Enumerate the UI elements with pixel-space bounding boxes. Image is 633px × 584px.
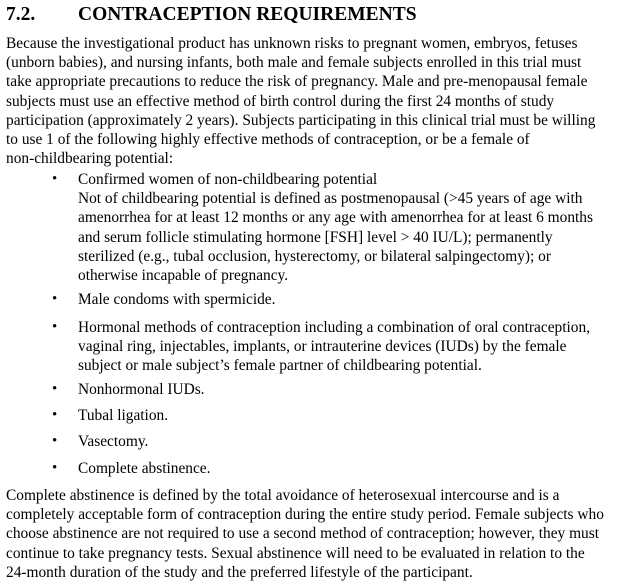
closing-line: Complete abstinence is defined by the total avoidance of heterosexual intercourse and is a [6,487,560,504]
closing-line: continue to take pregnancy tests. Sexual abstinence will need to be evaluated in relation to the [6,544,585,562]
list-item-line: Complete abstinence. [78,460,211,477]
list-item-text [78,290,275,309]
list-item-line: subject or male subject’s female partner of childbearing potential. [78,357,482,375]
list-item-text [78,318,590,376]
list-item-line: Not of childbearing potential is defined as postmenopausal (>45 years of age with [78,190,583,208]
closing-line: 24-month duration of the study and the preferred lifestyle of the participant. [6,563,473,581]
list-item-line: otherwise incapable of pregnancy. [78,267,289,285]
bullet-icon: • [52,319,58,335]
intro-line: participation (approximately 2 years). Subjects participating in this clinical trial must be willing [6,111,596,129]
list-item-text [78,170,593,285]
list-item-text [78,406,168,425]
list-item-line: and serum follicle stimulating hormone [FSH] level > 40 IU/L); permanently [78,228,553,246]
intro-paragraph [6,34,630,168]
section-title: CONTRACEPTION REQUIREMENTS [78,4,417,25]
list-item-text [78,459,211,478]
bullet-icon: • [52,381,58,397]
list-item-line: vaginal ring, injectables, implants, or intrauterine devices (IUDs) by the female [78,338,567,356]
list-item-line: amenorrhea for at least 12 months or any age with amenorrhea for at least 6 months [78,209,593,227]
list-item-text [78,432,148,451]
section-heading [6,3,417,27]
list-item-line: sterilized (e.g., tubal occlusion, hysterectomy, or bilateral salpingectomy); or [78,247,551,265]
list-item-line: Nonhormonal IUDs. [78,381,205,398]
bullet-icon: • [52,171,58,187]
intro-line: to use 1 of the following highly effective methods of contraception, or be a female of [6,131,530,149]
section-number: 7.2. [6,4,36,25]
bullet-icon: • [52,460,58,476]
bullet-icon: • [52,433,58,449]
closing-line: completely acceptable form of contraception during the entire study period. Female subjects who [6,506,604,524]
intro-line: Because the investigational product has unknown risks to pregnant women, embryos, fetuses [6,35,578,52]
intro-line: (unborn babies), and nursing infants, both male and female subjects enrolled in this trial must [6,54,582,72]
intro-line: non-childbearing potential: [6,150,174,168]
closing-paragraph [6,486,630,582]
list-item-text [78,380,205,399]
bullet-icon: • [52,291,58,307]
bullet-icon: • [52,407,58,423]
closing-line: choose abstinence are not required to use a second method of contraception; however, they must [6,525,600,543]
list-item-line: Hormonal methods of contraception including a combination of oral contraception, [78,319,591,336]
list-item-line: Tubal ligation. [78,407,169,424]
intro-line: take appropriate precautions to reduce the risk of pregnancy. Male and pre-menopausal female [6,73,588,91]
list-item-line: Male condoms with spermicide. [78,291,276,308]
list-item-line: Confirmed women of non-childbearing potential [78,171,378,188]
list-item-line: Vasectomy. [78,433,149,450]
intro-line: subjects must use an effective method of birth control during the first 24 months of study [6,92,555,110]
